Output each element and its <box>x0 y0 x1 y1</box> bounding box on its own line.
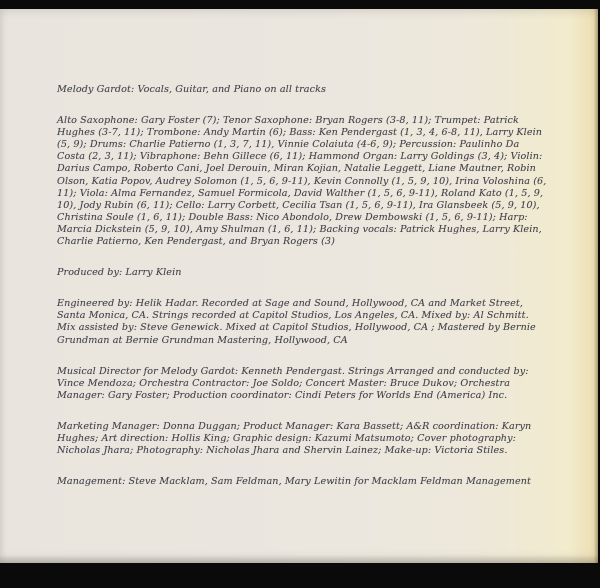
credit-paragraph-vocals: Melody Gardot: Vocals, Guitar, and Piano on all tracks <box>57 84 327 95</box>
credit-paragraph-engineering: Engineered by: Helik Hadar. Recorded at Sage and Sound, Hollywood, CA and Market Street, Santa Monica, CA. Strings recorded at Capitol Studios, Los Angeles, CA. Mixed by: Al Schmitt. Mix assisted by: Steve Genewick. Mixed at Capitol Studios, Hollywood, CA ; Mastered by Bernie Grundman at Bernie Grundman Mastering, Hollywood, CA <box>57 298 536 346</box>
credit-paragraph-marketing-art: Marketing Manager: Donna Duggan; Product Manager: Kara Bassett; A&R coordination: Karyn Hughes; Art direction: Hollis King; Graphic design: Kazumi Matsumoto; Cover photography: Nicholas Jhara; Photography: Nicholas Jhara and Shervin Lainez; Make-up: Victoria Stiles. <box>57 420 532 457</box>
credit-paragraph-producer: Produced by: Larry Klein <box>57 267 182 279</box>
scan-top-border <box>0 0 600 9</box>
credit-paragraph-musicians: Alto Saxophone: Gary Foster (7); Tenor Saxophone: Bryan Rogers (3-8, 11); Trumpet: Patrick Hughes (3-7, 11); Trombone: Andy Martin (6); Bass: Ken Pendergast (1, 3, 4, 6-8, 11), Larry Klein (5, 9); Drums: Charlie Patierno (1, 3, 7, 11), Vinnie Colaiuta (4-6, 9); Percussion: Paulinho Da Costa (2, 3, 11); Vibraphone: Behn Gillece (6, 11); Hammond Organ: Larry Goldings (3, 4); Violin: Darius Campo, Roberto Cani, Joel Derouin, Miran Kojian, Natalie Leggett, Liane Mautner, Robin Olson, Katia Popov, Audrey Solomon (1, 5, 6, 9-11), Kevin Connolly (1, 5, 9, 10), Irina Voloshina (6, 11); Viola: Alma Fernandez, Samuel Formicola, David Walther (1, 5, 6, 9-11), Roland Kato (1, 5, 9, 10), Jody Rubin (6, 11); Cello: Larry Corbett, Cecilia Tsan (1, 5, 6, 9-11), Ira Glansbeek (5, 9, 10), Christina Soule (1, 6, 11); Double Bass: Nico Abondolo, Drew Dembowski (1, 5, 6, 9-11); Harp: Marcia Dickstein (5, 9, 10), Amy Shulman (1, 6, 11); Backing vocals: Patrick Hughes, Larry Klein, Charlie Patierno, Ken Pendergast, and Bryan Rogers (3) <box>57 115 547 248</box>
credit-paragraph-musical-direction: Musical Director for Melody Gardot: Kenneth Pendergast. Strings Arranged and conducted by: Vince Mendoza; Orchestra Contractor: Joe Soldo; Concert Master: Bruce Dukov; Orchestra Manager: Gary Foster; Production coordinator: Cindi Peters for Worlds End (America) Inc. <box>57 365 529 401</box>
credits-text-block <box>57 84 549 507</box>
credit-paragraph-management: Management: Steve Macklam, Sam Feldman, Mary Lewitin for Macklam Feldman Management <box>57 476 532 488</box>
liner-notes-page <box>0 9 598 563</box>
scan-bottom-border <box>0 563 600 588</box>
